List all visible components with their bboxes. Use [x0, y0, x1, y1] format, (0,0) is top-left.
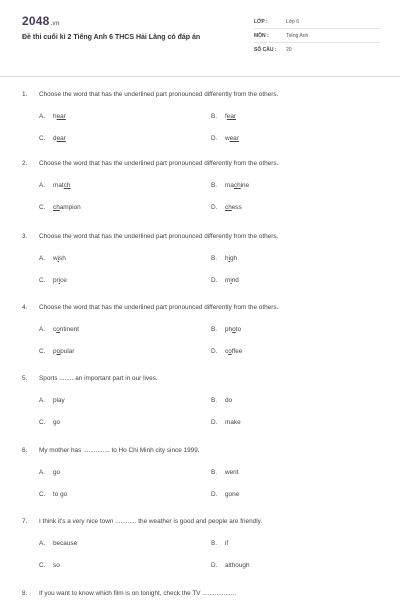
option-letter: A.	[39, 397, 46, 404]
option-letter: C.	[39, 277, 46, 284]
underlined-part: ear	[226, 113, 237, 120]
option-text: go	[53, 469, 61, 476]
meta-label: SỐ CÂU :	[254, 47, 277, 53]
question-text: Sports ........ an important part in our lives.	[39, 375, 158, 382]
answer-option[interactable]	[39, 277, 67, 284]
option-text: wear	[225, 135, 239, 142]
question-text: If you want to know which film is on tonight, check the TV ...................	[39, 590, 237, 597]
header-divider	[0, 76, 400, 77]
option-text: photo	[225, 326, 242, 333]
option-letter: D.	[211, 277, 218, 284]
option-letter: B.	[211, 255, 218, 262]
option-letter: A.	[39, 469, 46, 476]
underlined-part: ch	[63, 182, 71, 189]
answer-option[interactable]	[211, 277, 239, 284]
answer-option[interactable]	[39, 326, 79, 333]
answer-option[interactable]	[211, 255, 237, 262]
option-text: machine	[225, 182, 250, 189]
option-letter: D.	[211, 348, 218, 355]
answer-option[interactable]	[211, 326, 241, 333]
option-letter: A.	[39, 326, 46, 333]
question-number: 7.	[22, 518, 28, 525]
answer-option[interactable]	[211, 491, 239, 498]
option-text: although	[225, 562, 250, 569]
answer-option[interactable]	[39, 540, 77, 547]
meta-value: Tiếng Anh	[286, 33, 309, 39]
answer-option[interactable]	[39, 255, 66, 262]
option-text: so	[53, 562, 60, 569]
option-text: play	[53, 397, 65, 404]
option-letter: C.	[39, 491, 46, 498]
option-text: gone	[225, 491, 240, 498]
answer-option[interactable]	[211, 113, 236, 120]
meta-value: Lớp 6	[286, 19, 300, 25]
option-text: because	[53, 540, 78, 547]
option-text: if	[225, 540, 229, 547]
question-text: Choose the word that has the underlined part pronounced differently from the others.	[39, 304, 279, 311]
option-letter: C.	[39, 135, 46, 142]
option-letter: C.	[39, 348, 46, 355]
option-letter: D.	[211, 135, 218, 142]
option-text: make	[225, 419, 241, 426]
underlined-part: ear	[56, 135, 66, 142]
underlined-part: o	[56, 326, 60, 333]
meta-value: 20	[286, 47, 292, 53]
option-text: champion	[53, 204, 81, 211]
option-letter: B.	[211, 113, 218, 120]
answer-option[interactable]	[39, 419, 60, 426]
question-text: Choose the word that has the underlined part pronounced differently from the others.	[39, 160, 279, 167]
option-text: continent	[53, 326, 79, 333]
question-number: 4.	[22, 304, 28, 311]
option-text: do	[225, 397, 233, 404]
answer-option[interactable]	[39, 204, 81, 211]
answer-option[interactable]	[211, 540, 228, 547]
underlined-part: o	[232, 326, 236, 333]
option-letter: B.	[211, 397, 218, 404]
question-number: 8.	[22, 590, 28, 597]
question-number: 3.	[22, 233, 28, 240]
answer-option[interactable]	[39, 113, 66, 120]
option-letter: A.	[39, 540, 46, 547]
answer-option[interactable]	[211, 348, 242, 355]
option-text: fear	[225, 113, 237, 120]
answer-option[interactable]	[211, 469, 239, 476]
option-letter: B.	[211, 540, 218, 547]
option-letter: C.	[39, 419, 46, 426]
answer-option[interactable]	[39, 491, 67, 498]
option-text: high	[225, 255, 238, 262]
option-text: go	[53, 419, 61, 426]
question-number: 6.	[22, 447, 28, 454]
option-text: hear	[53, 113, 66, 120]
answer-option[interactable]	[39, 562, 60, 569]
question-text: My mother has ............... to Ho Chi Minh city since 1999.	[39, 447, 200, 454]
answer-option[interactable]	[211, 562, 250, 569]
answer-option[interactable]	[39, 397, 65, 404]
option-letter: B.	[211, 182, 218, 189]
underlined-part: ch	[225, 204, 232, 211]
option-text: price	[53, 277, 67, 284]
answer-option[interactable]	[39, 182, 70, 189]
answer-option[interactable]	[211, 135, 239, 142]
answer-option[interactable]	[211, 419, 241, 426]
underlined-part: i	[57, 255, 60, 262]
underlined-part: ear	[56, 113, 66, 120]
option-text: wish	[53, 255, 66, 262]
document-title: Đề thi cuối kì 2 Tiếng Anh 6 THCS Hải Lăng có đáp án	[22, 34, 201, 41]
meta-class	[254, 19, 380, 25]
underlined-part: o	[56, 348, 61, 355]
page-header	[0, 0, 400, 76]
answer-option[interactable]	[39, 135, 66, 142]
answer-option[interactable]	[39, 469, 60, 476]
logo-ext: .vn	[50, 21, 60, 27]
answer-option[interactable]	[211, 182, 249, 189]
question-number: 5.	[22, 375, 28, 382]
meta-label: MÔN :	[254, 33, 269, 39]
question-text: Choose the word that has the underlined part pronounced differently from the others.	[39, 233, 279, 240]
meta-question-count	[254, 47, 380, 53]
option-text: popular	[53, 348, 75, 355]
underlined-part: ear	[229, 135, 239, 142]
meta-label: LỚP :	[254, 19, 268, 25]
option-text: coffee	[225, 348, 243, 355]
option-letter: B.	[211, 326, 218, 333]
option-letter: D.	[211, 491, 218, 498]
option-letter: C.	[39, 562, 46, 569]
logo-text: 2048	[22, 14, 50, 28]
answer-option[interactable]	[39, 348, 74, 355]
option-letter: D.	[211, 562, 218, 569]
option-letter: D.	[211, 204, 218, 211]
meta-subject	[254, 33, 380, 39]
option-letter: D.	[211, 419, 218, 426]
question-number: 2.	[22, 160, 28, 167]
answer-option[interactable]	[211, 397, 232, 404]
option-text: mind	[225, 277, 239, 284]
answer-option[interactable]	[211, 204, 242, 211]
underlined-part: i	[58, 277, 61, 284]
option-letter: A.	[39, 255, 46, 262]
option-letter: B.	[211, 469, 218, 476]
underlined-part: i	[228, 255, 230, 262]
underlined-part: ch	[233, 182, 241, 189]
underlined-part: i	[230, 277, 232, 284]
option-text: to go	[53, 491, 68, 498]
question-text: I think it's a very nice town ............ the weather is good and people are friendly.	[39, 518, 263, 525]
option-text: match	[53, 182, 71, 189]
option-letter: A.	[39, 113, 46, 120]
option-letter: A.	[39, 182, 46, 189]
site-logo[interactable]	[22, 14, 60, 28]
option-text: chess	[225, 204, 242, 211]
underlined-part: ch	[53, 204, 60, 211]
question-number: 1.	[22, 91, 28, 98]
option-text: dear	[53, 135, 66, 142]
question-text: Choose the word that has the underlined part pronounced differently from the others.	[39, 91, 279, 98]
option-text: went	[225, 469, 239, 476]
underlined-part: o	[228, 348, 232, 355]
option-letter: C.	[39, 204, 46, 211]
